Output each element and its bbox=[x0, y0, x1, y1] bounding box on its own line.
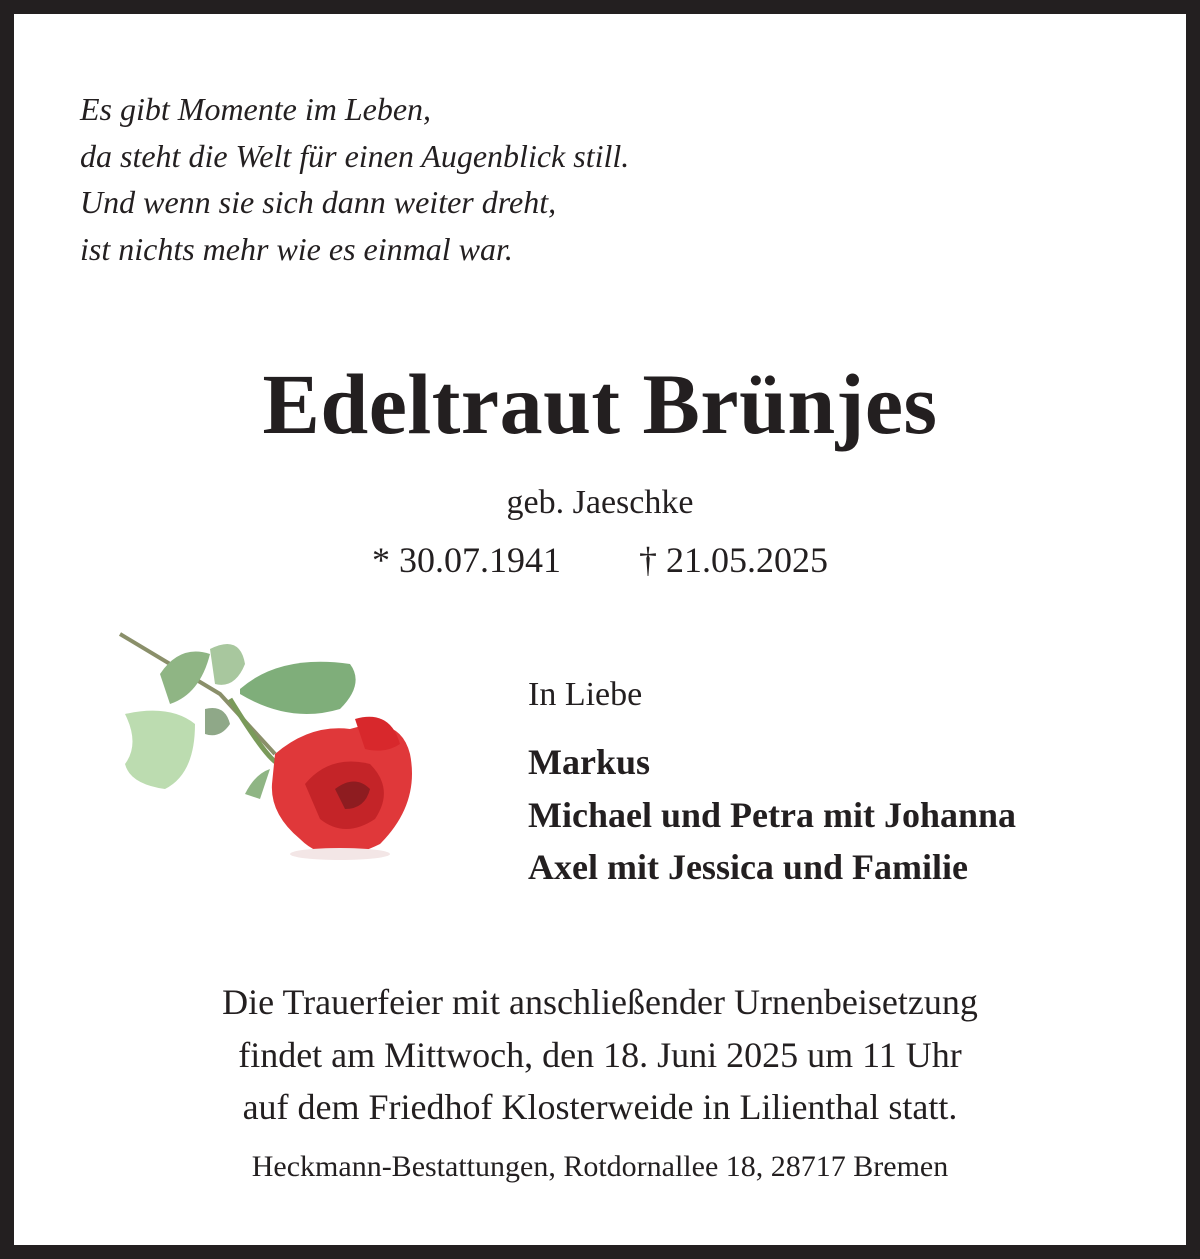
poem bbox=[80, 86, 629, 272]
poem-line: ist nichts mehr wie es einmal war. bbox=[80, 230, 513, 267]
mourner: Michael und Petra mit Johanna bbox=[528, 794, 1017, 835]
deceased-name: Edeltraut Brünjes bbox=[262, 356, 938, 452]
ceremony-info bbox=[14, 976, 1186, 1134]
ceremony-line: findet am Mittwoch, den 18. Juni 2025 um 11 Uhr bbox=[238, 1034, 962, 1075]
life-dates bbox=[14, 539, 1186, 581]
mourner: Markus bbox=[528, 742, 651, 782]
ceremony-line: Die Trauerfeier mit anschließender Urnenbeisetzung bbox=[222, 982, 978, 1022]
birth-name: geb. Jaeschke bbox=[506, 484, 694, 521]
poem-line: Und wenn sie sich dann weiter dreht, bbox=[80, 184, 557, 220]
birth-date: * 30.07.1941 bbox=[372, 540, 561, 580]
mourner: Axel mit Jessica und Familie bbox=[528, 847, 968, 887]
ceremony-line: auf dem Friedhof Klosterweide in Lilienthal statt. bbox=[242, 1087, 958, 1127]
poem-line: da steht die Welt für einen Augenblick still. bbox=[80, 137, 630, 174]
mourners-intro: In Liebe bbox=[528, 676, 643, 713]
poem-line: Es gibt Momente im Leben, bbox=[80, 91, 432, 127]
funeral-home: Heckmann-Bestattungen, Rotdornallee 18, 28717 Bremen bbox=[251, 1150, 949, 1183]
rose-icon bbox=[100, 614, 430, 874]
death-date: † 21.05.2025 bbox=[639, 540, 828, 580]
mourners-list bbox=[528, 736, 1016, 894]
